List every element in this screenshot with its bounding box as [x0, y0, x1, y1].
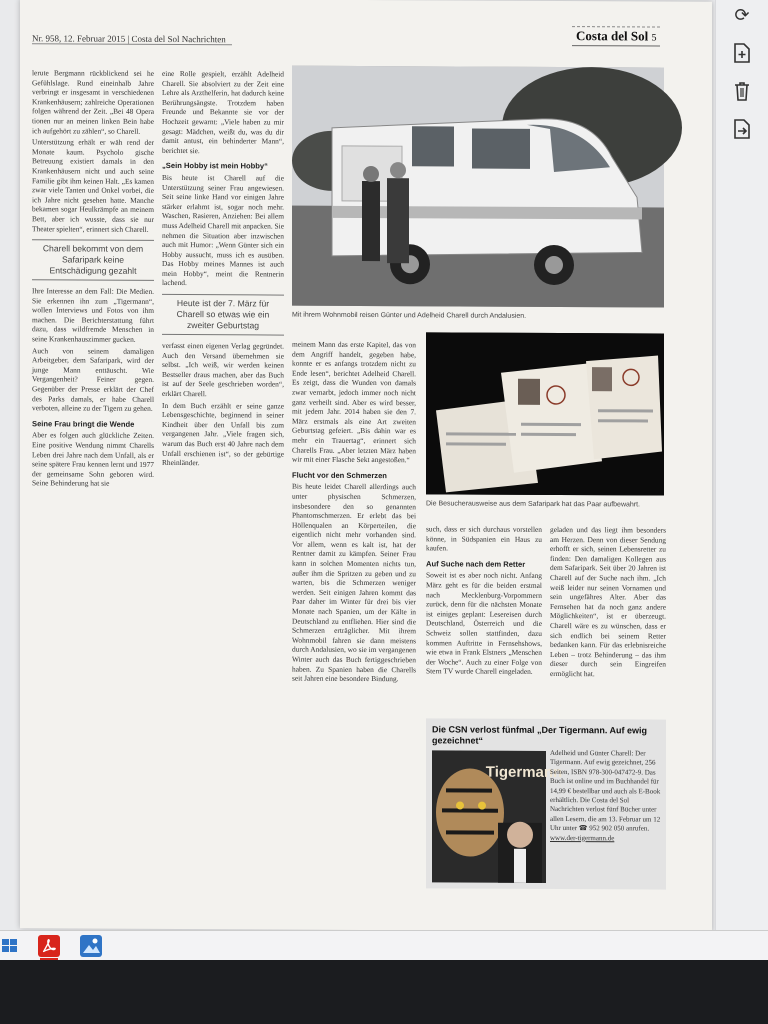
newspaper-page: [20, 0, 712, 932]
paragraph: lerute Bergmann rückblickend sei he Gefühlslage. Rund eineinhalb Jahre verbringt er insgesamt in verschiedenen Krankenhäusern; zahlreiche Operationen folgen während der Zeit. „Bei 48 Opera tionen nur an meinen linken Bein habe ich aufgehört zu zählen“, so Charell.: [32, 68, 154, 136]
paragraph: Aber es folgen auch glückliche Zeiten. Eine positive Wendung nimmt Charells Leben drei Jahre nach dem Unfall, als er seine spätere Frau kennen lernt und 1977 der gemeinsame Sohn geboren wird. Seine Behinderung hat sie: [32, 430, 154, 489]
article-column-5: [550, 525, 666, 716]
paragraph: geladen und das liegt ihm besonders am Herzen. Denn von dieser Sendung erhofft er sich, seinen Lebensretter zu finden: Den damaligen Kollegen aus dem Safaripark. Seit über 20 Jahren ist Charell auf der Suche nach ihm. „Ich weiß leider nur seinen Vornamen und sein ungefähres Alter. Aber das Fernsehen hat da noch ganz andere Möglichkeiten“, ist er überzeugt. Charell wäre es zu wünschen, dass er sich endlich bei seinem Retter bedanken kann. Für das erlebnisreiche Leben – trotz Behinderung – das ihm dieser durch sein Eingreifen ermöglicht hat.: [550, 524, 666, 679]
book-giveaway-box: [426, 718, 666, 889]
article-column-2: [162, 69, 284, 912]
giveaway-text: [550, 749, 662, 844]
photos-app-icon[interactable]: [80, 935, 102, 957]
masthead: [572, 26, 660, 46]
giveaway-link[interactable]: www.der-tigermann.de: [550, 833, 615, 842]
photo1-caption: Mit ihrem Wohnmobil reisen Günter und Adelheid Charell durch Andalusien.: [292, 311, 527, 320]
giveaway-title: Die CSN verlost fünfmal „Der Tigermann. Auf ewig gezeichnet“: [432, 724, 648, 746]
subheading: Flucht vor den Schmerzen: [292, 470, 387, 480]
pdf-reader-icon[interactable]: [38, 935, 60, 957]
trash-icon[interactable]: [730, 80, 754, 104]
paragraph: Auch von seinem damaligen Arbeitgeber, dem Safaripark, wird der junge Mann enttäuscht. Wie Vergangenheit? Feiner gegen. Gegenüber der Presse erklärt der Chef des Parks damals, er habe Charell verboten, alleine zu der Tigern zu gehen.: [32, 345, 154, 414]
windows-start-icon[interactable]: [0, 935, 22, 957]
masthead-title: Costa del Sol: [576, 28, 649, 44]
passes-image: [426, 332, 664, 495]
giveaway-body: Adelheid und Günter Charell: Der Tigermann. Auf ewig gezeichnet, 256 Seiten, ISBN 978-300-047472-9. Das Buch ist online und im Buchhandel für 14,99 € bestellbar und auch als E-Book erhältlich. Die Costa del Sol Nachrichten verlost fünf Bücher unter allen Lesern, die am 13. Februar um 12 Uhr unter ☎ 952 902 050 anrufen.: [550, 748, 661, 833]
page-number: 5: [651, 32, 657, 44]
paragraph: Soweit ist es aber noch nicht. Anfang März geht es für die beiden erstmal nach Mecklenburg-Vorpommern zurück, denn für die nächsten Monate ist einiges geplant: Lesereisen durch Deutschland, Österreich und die Schweiz sollen stattfinden, dazu kommen Auftritte in Fernsehshows, wie etwa in Frank Elstners „Menschen der Woche“. Auch zu einer Folge von Stern TV wurde Charell eingeladen.: [426, 570, 542, 677]
refresh-icon[interactable]: ⟳: [734, 5, 750, 26]
paragraph: Ihre Interesse an dem Fall: Die Medien. Sie erkennen ihn zum „Tigermann“, wollen Interviews und Fotos von ihm machen. Die Berichterstattung führt dazu, dass wildfremde Menschen in seine Krankenhauszimmer gucken.: [32, 286, 154, 344]
paragraph: verfasst einen eigenen Verlag gegründet. Auch den Versand übernehmen sie selbst. „Ich weiß, wir werden keinen Bestseller draus machen, aber das Buch ist auf der Seele geschrieben worden“, erklärt Charell.: [162, 340, 284, 399]
pull-quote: Charell bekommt von dem Safaripark keine Entschädigung gezahlt: [32, 239, 154, 281]
book-cover-image: [432, 750, 563, 883]
paragraph: such, dass er sich durchaus vorstellen könne, in Südspanien ein Haus zu kaufen.: [426, 524, 542, 553]
subheading: „Sein Hobby ist mein Hobby“: [162, 161, 268, 171]
article-column-3: [292, 340, 416, 913]
viewer-toolbar: [715, 0, 768, 930]
monitor-bezel: [0, 960, 768, 1024]
photo2-caption: Die Besucherausweise aus dem Safaripark hat das Paar aufbewahrt.: [426, 500, 641, 509]
paragraph: eine Rolle gespielt, erzählt Adelheid Charell. Sie absolviert zu der Zeit eine Lehre als Arzthelferin, hat dadurch keine Berührungsängste. Trotzdem haben Freunde und Bekannte sie vor der Hochzeit gewarnt: „Viele haben zu mir gesagt: Mädchen, weißt du, was du dir damit antust, ein behinderter Mann“, berichtet sie.: [162, 68, 284, 155]
article-column-1: [32, 68, 154, 911]
book-cover-title: Tigermann: [485, 763, 563, 782]
paragraph: Unterstützung erhält er wäh rend der Monate kaum. Psycholo gische Betreuung existiert damals in den Krankenhäusern nicht und auch seine Familie gibt ihm keinen Halt. „Es kamen zwar viele Tanten und Onkel vorbei, die ich Jahre nicht gesehen hatte. Manche bekamen sogar Heulkrämpfe an meinem Bett, aber ich wusste, dass sie nur Theater spielten“, erinnert sich Charell.: [32, 137, 154, 234]
paragraph: In dem Buch erzählt er seine ganze Lebensgeschichte, beginnend in seiner Kindheit über den Unfall bis zum vergangenen Jahr. „Viele fragen sich, warum das Buch erst 40 Jahre nach dem Unfall erschienen ist“, so der gebürtige Rheinländer.: [162, 400, 284, 468]
paragraph: Bis heute leidet Charell allerdings auch unter physischen Schmerzen, insbesondere den so genannten Phantomschmerzen. Er erlebt das bei Höllenqualen an Körperteilen, die eigentlich nicht mehr vorhanden sind. Vor allem, wenn es kalt ist, hat der Rentner damit zu kämpfen. Seiner Frau kann in solchen Momenten nichts tun, außer ihm die Spritzen zu geben und zu warten, bis die Schmerzen weniger werden. Seit einigen Jahren kommt das Paar daher im Winter für drei bis vier Monate nach Spanien, um der Kälte in Deutschland zu entfliehen. Hier sind die Schmerzen erträglicher. Mit ihrem Wohnmobil fahren sie dann meistens durch Andalusien, wo sie im vergangenen Winter auch das Buch fertiggeschrieben haben. Zu Spanien haben die Charells seit Jahren eine besondere Bindung.: [292, 481, 416, 684]
passes-photo: [426, 332, 664, 495]
export-icon[interactable]: [730, 118, 754, 142]
motorhome-photo: [292, 66, 664, 308]
pull-quote: Heute ist der 7. März für Charell so etwas wie ein zweiter Geburtstag: [162, 294, 284, 336]
motorhome-image: [292, 66, 664, 308]
add-page-icon[interactable]: [730, 42, 754, 66]
issue-line: Nr. 958, 12. Februar 2015 | Costa del Sol Nachrichten: [32, 33, 232, 45]
article-column-4: [426, 524, 542, 715]
subheading: Auf Suche nach dem Retter: [426, 559, 526, 569]
taskbar: [0, 930, 768, 961]
subheading: Seine Frau bringt die Wende: [32, 419, 135, 429]
paragraph: Bis heute ist Charell auf die Unterstützung seiner Frau angewiesen. Seit seine linke Hand vor einigen Jahre stärker erlahmt ist, sogar noch mehr. Waschen, Rasieren, Anziehen: Bei allem muss Adelheid Charell mit anpacken. Sie nehmen die Situation aber inzwischen auch mit Humor: „Wenn Günter sich ein Hobby aussucht, muss ich es ausüben. Das Hobby meines Mannes ist auch mein Hobby“, meint die Rentnerin lachend.: [162, 172, 284, 288]
paragraph: meinem Mann das erste Kapitel, das von dem Angriff handelt, gegeben habe, konnte er es anfangs trotzdem nicht zu Ende lesen“, berichtet Adelheid Charell. Es zeigt, dass die Wunden von damals zwar vernarbt, jedoch immer noch nicht ganz verheilt sind. Aber es wird besser, mit jedem Jahr. 2014 haben sie den 7. März erstmals als eine Art zweiten Geburtstag gefeiert. „Bis dahin war es mehr ein Trauertag“, erinnert sich Charells Frau. „Aber letzten März haben wir mit einer Flasche Sekt angestoßen.“: [292, 339, 416, 465]
